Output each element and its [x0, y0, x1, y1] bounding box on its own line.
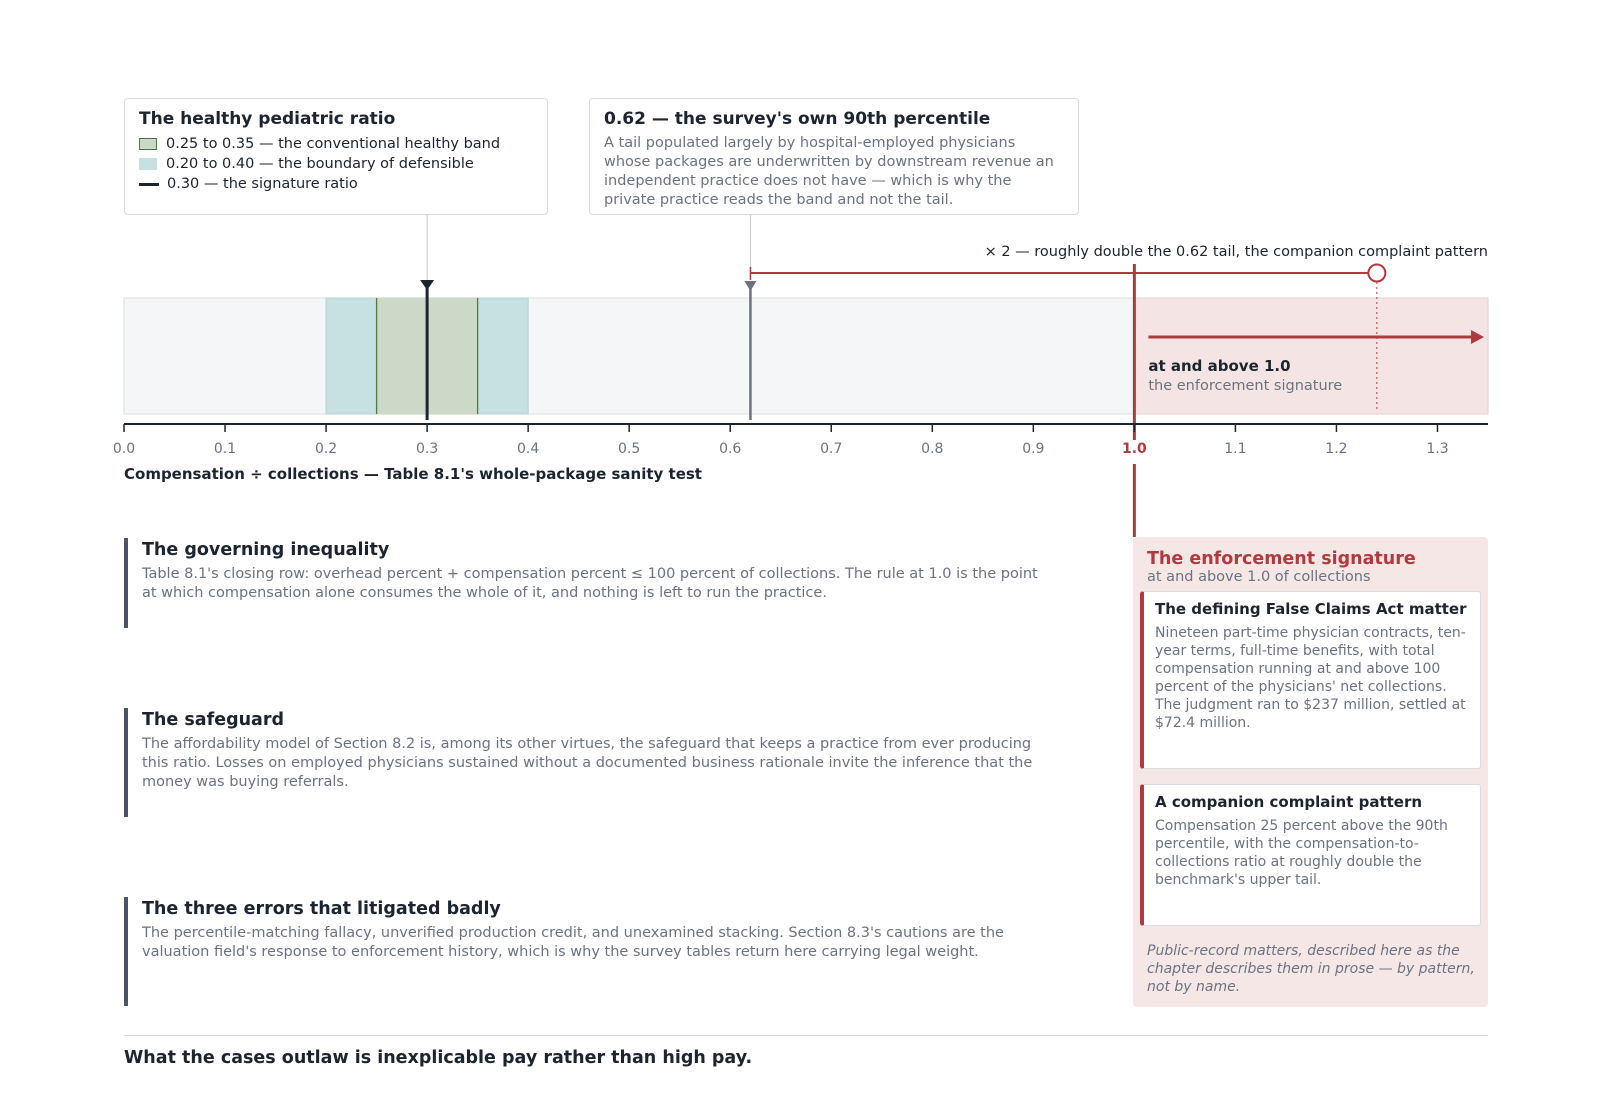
x-tick-label: 0.6 [719, 441, 742, 457]
x-tick-label: 0.9 [1022, 441, 1045, 457]
enforcement-title: The enforcement signature [1147, 549, 1416, 569]
x-tick-label: 0.0 [112, 441, 136, 457]
closing-statement: What the cases outlaw is inexplicable pay rather than high pay. [124, 1048, 753, 1068]
case-card-fca [1140, 591, 1481, 769]
section-title: The three errors that litigated badly [142, 899, 501, 919]
divider [124, 1035, 1488, 1036]
tail-note-title: 0.62 — the survey's own 90th percentile [604, 109, 991, 129]
enforcement-zone-subtitle: the enforcement signature [1148, 378, 1343, 394]
x-tick-label: 1.0 [1121, 441, 1147, 457]
x-tick-label: 0.3 [415, 441, 439, 457]
x-tick-label: 0.7 [820, 441, 843, 457]
case-title: A companion complaint pattern [1155, 793, 1423, 811]
case-body: Nineteen part-time physician contracts, ten-year terms, full-time benefits, with total compensation running at and above 100 percent of the physicians' net collections. The judgment ran to $237 million, settled at $72.4 million. [1155, 625, 1466, 731]
case-title: The defining False Claims Act matter [1155, 600, 1467, 618]
enforcement-zone [1134, 298, 1488, 414]
section-body: The affordability model of Section 8.2 is, among its other virtues, the safeguard that keeps a practice from ever producing this ratio. Losses on employed physicians sustained without a documented business rationale invite the inference that the money was buying referrals. [142, 736, 1033, 790]
case-card-companion [1140, 784, 1481, 926]
enforcement-footnote: Public-record matters, described here as the chapter describes them in prose — by pattern, not by name. [1147, 943, 1475, 995]
section-title: The governing inequality [142, 540, 390, 560]
double-tail-marker-icon [1368, 265, 1385, 282]
x-tick-label: 0.5 [618, 441, 641, 457]
enforcement-panel [1133, 537, 1488, 1007]
section-body: Table 8.1's closing row: overhead percent + compensation percent ≤ 100 percent of collections. The rule at 1.0 is the point at which compensation alone consumes the whole of it, and nothing is left to run the practice. [142, 566, 1038, 601]
x-tick-label: 0.4 [517, 441, 540, 457]
legend-title: The healthy pediatric ratio [139, 109, 396, 129]
x-tick-label: 1.1 [1224, 441, 1247, 457]
section-governing-inequality [124, 538, 1044, 628]
section-title: The safeguard [142, 710, 285, 730]
x-tick-label: 1.2 [1325, 441, 1348, 457]
track-bar [124, 298, 1134, 414]
legend-label: 0.30 — the signature ratio [167, 176, 358, 192]
x-tick-label: 0.2 [314, 441, 338, 457]
enforcement-zone-title: at and above 1.0 [1148, 357, 1291, 375]
x-tick-label: 0.8 [921, 441, 944, 457]
legend-label: 0.25 to 0.35 — the conventional healthy band [166, 136, 501, 152]
axis-caption: Compensation ÷ collections — Table 8.1's whole-package sanity test [124, 465, 702, 483]
section-three-errors [124, 897, 1044, 1006]
case-body: Compensation 25 percent above the 90th percentile, with the compensation-to-collections ratio at roughly double the benchmark's upper tail. [1155, 818, 1448, 888]
tail-note-body: A tail populated largely by hospital-employed physicians whose packages are underwritten by downstream revenue an independent practice does not have — which is why the private practice reads the band and not the tail. [604, 135, 1054, 208]
enforcement-subtitle: at and above 1.0 of collections [1147, 569, 1371, 585]
legend-label: 0.20 to 0.40 — the boundary of defensible [166, 156, 474, 172]
ratio-number-line [0, 0, 1600, 545]
x-tick-label: 1.3 [1426, 441, 1449, 457]
section-body: The percentile-matching fallacy, unverified production credit, and unexamined stacking. Section 8.3's cautions are the valuation field's response to enforcement history, which is why the survey tables return here carrying legal weight. [142, 925, 1004, 960]
double-tail-label: × 2 — roughly double the 0.62 tail, the companion complaint pattern [984, 244, 1488, 260]
x-tick-label: 0.1 [213, 441, 237, 457]
section-safeguard [124, 708, 1044, 817]
